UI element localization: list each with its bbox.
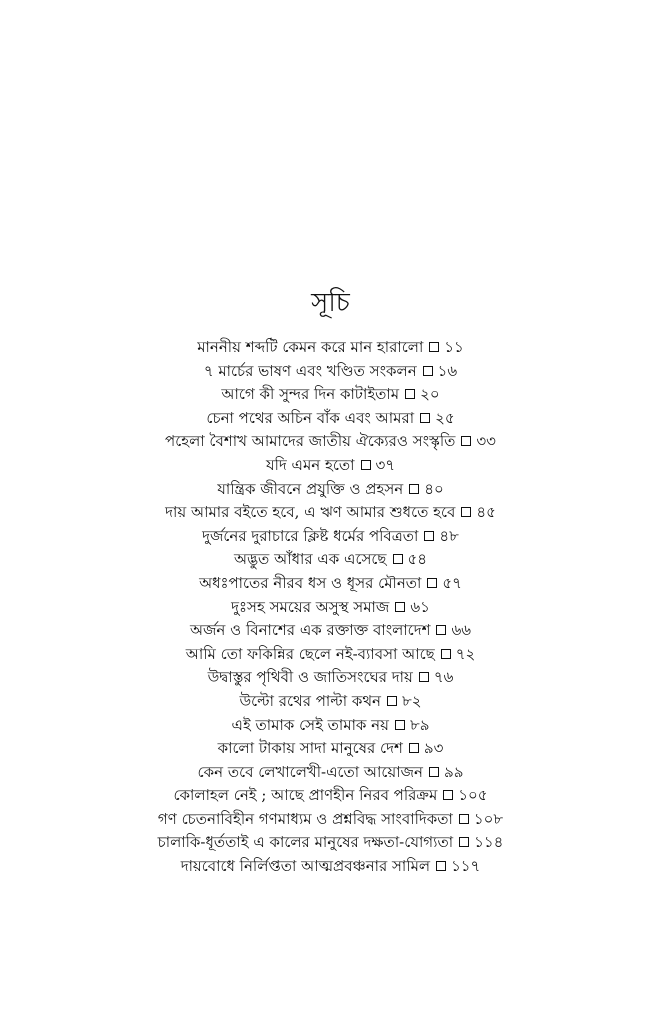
square-bullet-icon xyxy=(436,625,446,635)
toc-entry xyxy=(20,478,641,502)
square-bullet-icon xyxy=(459,837,469,847)
toc-entry-title: ৭ মার্চের ভাষণ এবং খণ্ডিত সংকলন xyxy=(203,361,417,380)
toc-entry-title: দুর্জনের দুরাচারে ক্লিষ্ট ধর্মের পবিত্রতা xyxy=(202,526,419,545)
toc-entry-title: চালাকি-ধূর্ততাই এ কালের মানুষের দক্ষতা-যোগ্যতা xyxy=(157,833,454,852)
square-bullet-icon xyxy=(459,814,469,824)
square-bullet-icon xyxy=(423,366,433,376)
toc-entry-title: অধঃপাতের নীরব ধস ও ধূসর মৌনতা xyxy=(199,573,422,592)
toc-entry-title: দায়বোধে নির্লিপ্ততা আত্মপ্রবঞ্চনার সামিল xyxy=(180,857,431,876)
toc-entry-page: ৫৪ xyxy=(407,550,427,569)
toc-entry xyxy=(20,855,641,879)
toc-entry-page: ২০ xyxy=(420,385,440,404)
square-bullet-icon xyxy=(395,602,405,612)
square-bullet-icon xyxy=(395,720,405,730)
toc-entry-page: ৪০ xyxy=(424,479,444,498)
toc-entry-title: আমি তো ফকিন্নির ছেলে নই-ব্যাবসা আছে xyxy=(185,644,435,663)
toc-entry xyxy=(20,643,641,667)
toc-entry-page: ৭৬ xyxy=(433,668,454,687)
toc-entry xyxy=(20,525,641,549)
toc-entry xyxy=(20,430,641,454)
square-bullet-icon xyxy=(424,531,434,541)
square-bullet-icon xyxy=(419,672,429,682)
toc-entry-title: অদ্ভুত আঁধার এক এসেছে xyxy=(234,550,387,569)
toc-entry xyxy=(20,784,641,808)
toc-entry-title: কালো টাকায় সাদা মানুষের দেশ xyxy=(217,739,403,758)
toc-entry-title: এই তামাক সেই তামাক নয় xyxy=(231,715,389,734)
toc-entry-page: ৮৯ xyxy=(409,715,430,734)
toc-title: সূচি xyxy=(311,288,350,318)
toc-entry-page: ৬৬ xyxy=(451,621,471,640)
square-bullet-icon xyxy=(420,413,430,423)
toc-entry-page: ৪৫ xyxy=(476,503,496,522)
toc-entry xyxy=(20,761,641,785)
toc-entry-page: ১১ xyxy=(444,338,464,356)
toc-entry-title: যদি এমন হতো xyxy=(265,455,355,474)
toc-entry-title: উদ্বাস্তুর পৃথিবী ও জাতিসংঘের দায় xyxy=(207,668,413,687)
square-bullet-icon xyxy=(393,554,403,564)
toc-entry xyxy=(20,407,641,431)
square-bullet-icon xyxy=(409,484,419,494)
square-bullet-icon xyxy=(427,578,437,588)
toc-entry-page: ২৫ xyxy=(435,408,455,427)
toc-entry-title: যান্ত্রিক জীবনে প্রযুক্তি ও প্রহসন xyxy=(217,479,404,498)
toc-entry xyxy=(20,831,641,855)
toc-entry-page: ৪৮ xyxy=(439,526,459,545)
toc-entry xyxy=(20,737,641,761)
toc-entry-page: ৫৭ xyxy=(442,573,462,592)
toc-entry-page: ১১৭ xyxy=(451,857,481,876)
toc-entry xyxy=(20,619,641,643)
square-bullet-icon xyxy=(441,649,451,659)
toc-entry xyxy=(20,690,641,714)
square-bullet-icon xyxy=(429,342,439,352)
toc-entry-page: ৩৩ xyxy=(476,432,496,451)
toc-entry xyxy=(20,501,641,525)
toc-entry-page: ১৬ xyxy=(437,361,458,380)
toc-entry-page: ৯৩ xyxy=(423,739,444,758)
toc-entry-title: পহেলা বৈশাখ আমাদের জাতীয় ঐক্যেরও সংস্কৃতি xyxy=(165,432,456,451)
square-bullet-icon xyxy=(387,696,397,706)
toc-entry-title: চেনা পথের অচিন বাঁক এবং আমরা xyxy=(206,408,415,427)
toc-entry xyxy=(20,714,641,738)
toc-entry-page: ১০৫ xyxy=(458,786,488,805)
toc-entry-page: ৩৭ xyxy=(375,455,396,474)
toc-entry-title: দায় আমার বইতে হবে, এ ঋণ আমার শুধতে হবে xyxy=(165,503,456,522)
toc-entry-page: ৮২ xyxy=(402,691,422,710)
toc-entry-page: ৬১ xyxy=(410,597,430,616)
toc-entry-title: গণ চেতনাবিহীন গণমাধ্যম ও প্রশ্নবিদ্ধ সাংবাদিকতা xyxy=(157,809,453,828)
toc-entry-page: ৭২ xyxy=(455,644,476,663)
toc-entry xyxy=(20,336,641,360)
toc-entry-title: দুঃসহ সময়ের অসুস্থ সমাজ xyxy=(231,597,390,616)
square-bullet-icon xyxy=(361,460,371,470)
toc-entry xyxy=(20,360,641,384)
square-bullet-icon xyxy=(409,743,419,753)
toc-entry xyxy=(20,808,641,832)
square-bullet-icon xyxy=(436,861,446,871)
toc-entry xyxy=(20,454,641,478)
toc-entry xyxy=(20,572,641,596)
toc-entry-title: আগে কী সুন্দর দিন কাটাইতাম xyxy=(221,385,400,404)
toc-entry-page: ৯৯ xyxy=(444,762,464,781)
square-bullet-icon xyxy=(405,389,415,399)
square-bullet-icon xyxy=(429,767,439,777)
toc-list xyxy=(20,336,641,879)
toc-entry xyxy=(20,596,641,620)
toc-entry-title: অর্জন ও বিনাশের এক রক্তাক্ত বাংলাদেশ xyxy=(190,621,431,640)
square-bullet-icon xyxy=(461,507,471,517)
square-bullet-icon xyxy=(443,790,453,800)
toc-entry xyxy=(20,666,641,690)
toc-entry xyxy=(20,383,641,407)
toc-entry-title: উল্টো রথের পাল্টা কথন xyxy=(239,691,382,710)
toc-entry-title: কোলাহল নেই ; আছে প্রাণহীন নিরব পরিক্রম xyxy=(173,786,438,805)
toc-entry-title: মাননীয় শব্দটি কেমন করে মান হারালো xyxy=(197,338,424,356)
toc-entry-page: ১০৮ xyxy=(473,809,504,828)
square-bullet-icon xyxy=(461,436,471,446)
toc-entry-title: কেন তবে লেখালেখী-এতো আয়োজন xyxy=(197,762,423,781)
toc-entry xyxy=(20,548,641,572)
toc-entry-page: ১১৪ xyxy=(474,833,504,852)
